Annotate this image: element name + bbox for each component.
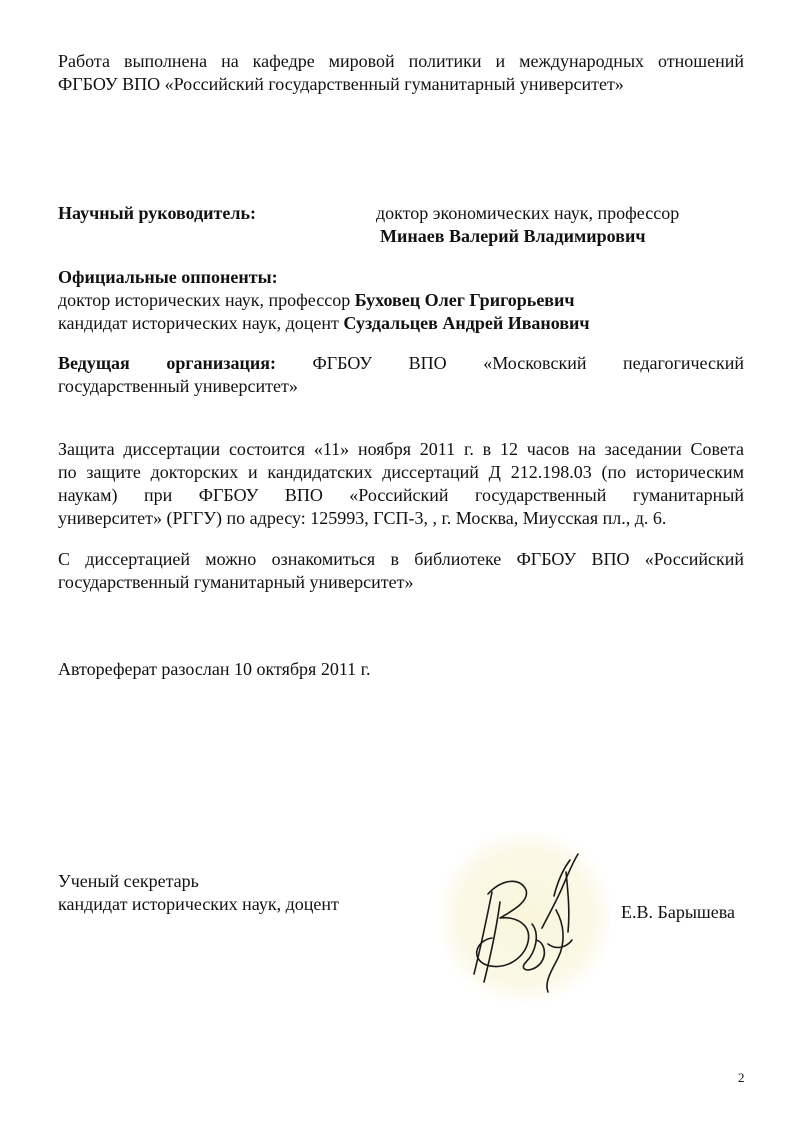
leading-org-label-word-1: Ведущая [58, 353, 130, 373]
opponents-block [58, 266, 744, 335]
opponent-1-name: Буховец Олег Григорьевич [354, 290, 575, 310]
opponent-1 [58, 289, 744, 312]
secretary-title: Ученый секретарь [58, 871, 199, 891]
defense-line-2: по защите докторских и кандидатских диссертаций Д 212.198.03 (по историческим [58, 462, 744, 482]
leading-org-block [58, 352, 744, 398]
header-line-2: ФГБОУ ВПО «Российский государственный гуманитарный университет» [58, 74, 624, 94]
opponent-2 [58, 312, 744, 335]
supervisor-degree: доктор экономических наук, профессор [376, 203, 680, 223]
header-line-1: Работа выполнена на кафедре мировой политики и международных отношений [58, 51, 744, 71]
opponents-label: Официальные оппоненты: [58, 267, 278, 287]
leading-org-w2: ВПО [408, 353, 447, 373]
supervisor-label: Научный руководитель: [58, 203, 256, 223]
leading-org-line-2: государственный университет» [58, 376, 298, 396]
library-line-1: С диссертацией можно ознакомиться в библиотеке ФГБОУ ВПО «Российский [58, 549, 744, 569]
leading-org-line-1 [58, 352, 744, 375]
header-affiliation [58, 50, 744, 96]
leading-org-label-word-2: организация: [166, 353, 276, 373]
page-number: 2 [738, 1070, 745, 1085]
leading-org-w1: ФГБОУ [312, 353, 373, 373]
opponent-2-degree: кандидат исторических наук, доцент [58, 313, 339, 333]
defense-line-4: университет» (РГГУ) по адресу: 125993, ГСП-3, , г. Москва, Миусская пл., д. 6. [58, 508, 667, 528]
defense-block [58, 438, 744, 530]
leading-org-w3: «Московский [483, 353, 587, 373]
defense-line-3: наукам) при ФГБОУ ВПО «Российский государственный гуманитарный [58, 485, 744, 505]
leading-org-w4: педагогический [623, 353, 744, 373]
secretary-degree: кандидат исторических наук, доцент [58, 894, 339, 914]
secretary-name: Е.В. Барышева [621, 902, 736, 922]
opponent-2-name: Суздальцев Андрей Иванович [343, 313, 590, 333]
supervisor-name: Минаев Валерий Владимирович [380, 226, 646, 246]
signature-icon [440, 832, 610, 1002]
library-block [58, 548, 744, 594]
signature-image [440, 832, 610, 1002]
opponent-1-degree: доктор исторических наук, профессор [58, 290, 351, 310]
mailing-date: Автореферат разослан 10 октября 2011 г. [58, 659, 371, 679]
library-line-2: государственный гуманитарный университет» [58, 572, 414, 592]
defense-line-1: Защита диссертации состоится «11» ноября 2011 г. в 12 часов на заседании Совета [58, 439, 744, 459]
